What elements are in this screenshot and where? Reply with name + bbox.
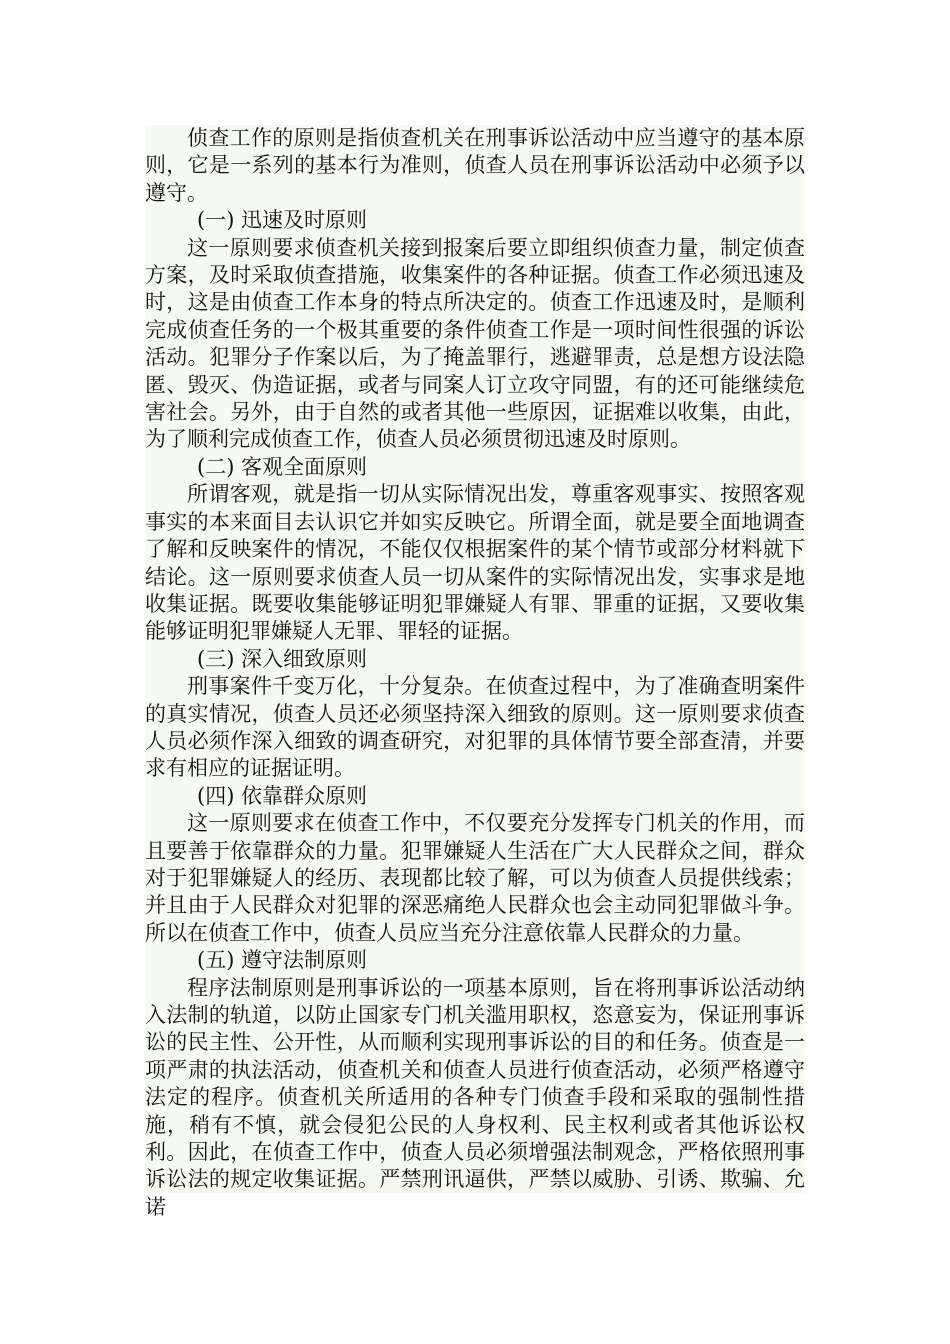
section-heading-4: (四) 依靠群众原则 [197,783,368,808]
paragraph-section-2: 所谓客观，就是指一切从实际情况出发，尊重客观事实、按照客观事实的本来面目去认识它并如实反映它。所谓全面，就是要全面地调查了解和反映案件的情况，不能仅仅根据案件的某个情节或部分材料就下结论。这一原则要求侦查人员一切从案件的实际情况出发，实事求是地收集证据。既要收集能够证明犯罪嫌疑人有罪、罪重的证据，又要收集能够证明犯罪嫌疑人无罪、罪轻的证据。 [145,482,805,644]
paragraph-intro: 侦查工作的原则是指侦查机关在刑事诉讼活动中应当遵守的基本原则，它是一系列的基本行为准则，侦查人员在刑事诉讼活动中必须予以遵守。 [145,126,805,205]
paragraph-section-4: 这一原则要求在侦查工作中，不仅要充分发挥专门机关的作用，而且要善于依靠群众的力量。犯罪嫌疑人生活在广大人民群众之间，群众对于犯罪嫌疑人的经历、表现都比较了解，可以为侦查人员提供线索；并且由于人民群众对犯罪的深恶痛绝人民群众也会主动同犯罪做斗争。所以在侦查工作中，侦查人员应当充分注意依靠人民群众的力量。 [145,811,805,945]
section-heading-1: (一) 迅速及时原则 [197,208,368,233]
section-heading-5: (五) 遵守法制原则 [197,948,368,973]
paragraph-section-5: 程序法制原则是刑事诉讼的一项基本原则，旨在将刑事诉讼活动纳入法制的轨道，以防止国家专门机关滥用职权，恣意妄为，保证刑事诉讼的民主性、公开性，从而顺利实现刑事诉讼的目的和任务。侦查是一项严肃的执法活动，侦查机关和侦查人员进行侦查活动，必须严格遵守法定的程序。侦查机关所适用的各种专门侦查手段和采取的强制性措施，稍有不慎，就会侵犯公民的人身权利、民主权利或者其他诉讼权利。因此，在侦查工作中，侦查人员必须增强法制观念，严格依照刑事诉讼法的规定收集证据。严禁刑讯逼供，严禁以威胁、引诱、欺骗、允诺 [145,975,805,1219]
section-heading-2: (二) 客观全面原则 [197,454,368,479]
document-body [145,125,805,1219]
paragraph-section-1: 这一原则要求侦查机关接到报案后要立即组织侦查力量，制定侦查方案，及时采取侦查措施，收集案件的各种证据。侦查工作必须迅速及时，这是由侦查工作本身的特点所决定的。侦查工作迅速及时，是顺利完成侦查任务的一个极其重要的条件侦查工作是一项时间性很强的诉讼活动。犯罪分子作案以后，为了掩盖罪行，逃避罪责，总是想方设法隐匿、毁灭、伪造证据，或者与同案人订立攻守同盟，有的还可能继续危害社会。另外，由于自然的或者其他一些原因，证据难以收集，由此，为了顺利完成侦查工作，侦查人员必须贯彻迅速及时原则。 [145,235,805,452]
section-heading-3: (三) 深入细致原则 [197,646,368,671]
paragraph-section-3: 刑事案件千变万化，十分复杂。在侦查过程中，为了准确查明案件的真实情况，侦查人员还必须坚持深入细致的原则。这一原则要求侦查人员必须作深入细致的调查研究，对犯罪的具体情节要全部查清，并要求有相应的证据证明。 [145,674,805,781]
